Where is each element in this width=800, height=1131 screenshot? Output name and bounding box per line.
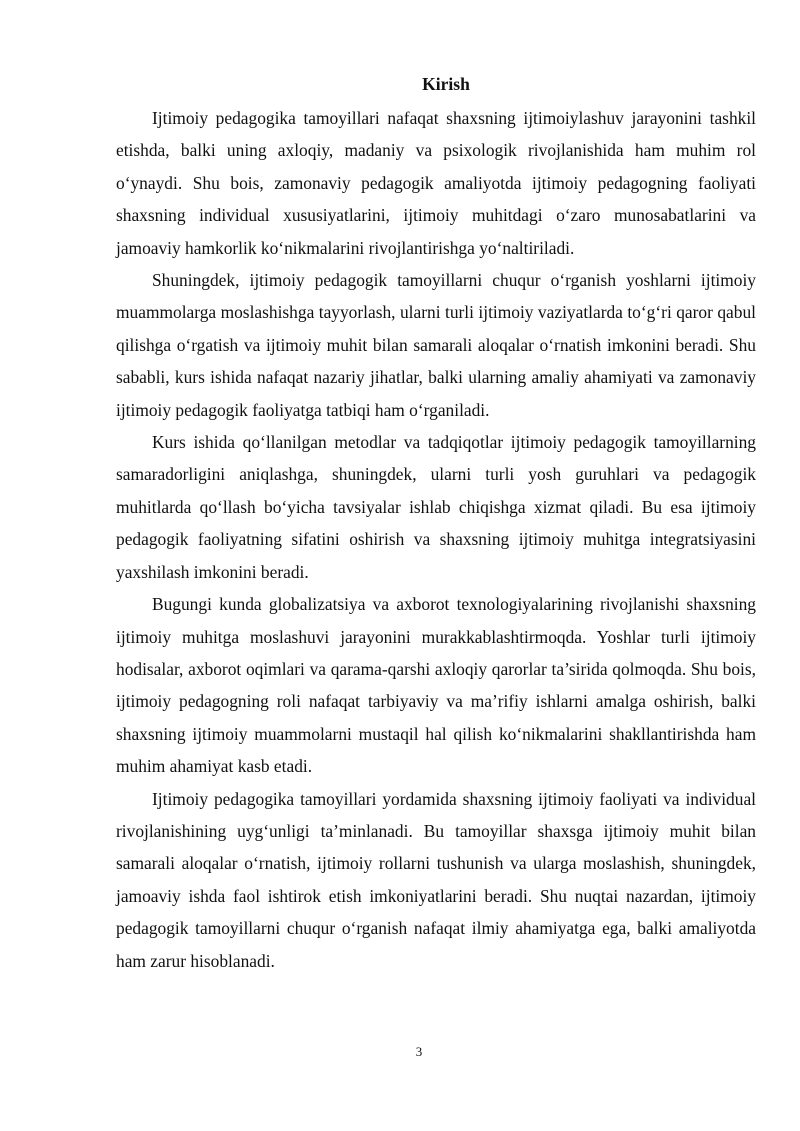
section-title: Kirish <box>422 74 470 94</box>
page-number: 3 <box>415 1044 423 1059</box>
paragraph-5: Ijtimoiy pedagogika tamoyillari yordamida shaxsning ijtimoiy faoliyati va individual rivojlanishining uyg‘unligi ta’minlanadi. Bu tamoyillar shaxsga ijtimoiy muhit bilan samarali aloqalar o‘rnatish, ijtimoiy rollarni tushunish va ularga moslashish, shuningdek, jamoaviy ishda faol ishtirok etish imkoniyatlarini beradi. Shu nuqtai nazardan, ijtimoiy pedagogik tamoyillarni chuqur o‘rganish nafaqat ilmiy ahamiyatga ega, balki amaliyotda ham zarur hisoblanadi. <box>116 788 756 971</box>
paragraph-2: Shuningdek, ijtimoiy pedagogik tamoyillarni chuqur o‘rganish yoshlarni ijtimoiy muammolarga moslashishga tayyorlash, ularni turli ijtimoiy vaziyatlarda to‘g‘ri qaror qabul qilishga o‘rgatish va ijtimoiy muhit bilan samarali aloqalar o‘rnatish imkonini beradi. Shu sababli, kurs ishida nafaqat nazariy jihatlar, balki ularning amaliy ahamiyati va zamonaviy ijtimoiy pedagogik faoliyatga tatbiqi ham o‘rganiladi. <box>116 270 756 420</box>
paragraph-4: Bugungi kunda globalizatsiya va axborot texnologiyalarining rivojlanishi shaxsning ijtimoiy muhitga moslashuvi jarayonini murakkablashtirmoqda. Yoshlar turli ijtimoiy hodisalar, axborot oqimlari va qarama-qarshi axloqiy qarorlar ta’sirida qolmoqda. Shu bois, ijtimoiy pedagogning roli nafaqat tarbiyaviy va ma’rifiy ishlarni amalga oshirish, balki shaxsning ijtimoiy muammolarni mustaqil hal qilish ko‘nikmalarini shakllantirishda ham muhim ahamiyat kasb etadi. <box>116 594 756 777</box>
document-page <box>116 72 756 977</box>
paragraph-3: Kurs ishida qo‘llanilgan metodlar va tadqiqotlar ijtimoiy pedagogik tamoyillarning samaradorligini aniqlashga, shuningdek, ularni turli yosh guruhlari va pedagogik muhitlarda qo‘llash bo‘yicha tavsiyalar ishlab chiqishga xizmat qiladi. Bu esa ijtimoiy pedagogik faoliyatning sifatini oshirish va shaxsning ijtimoiy muhitga integratsiyasini yaxshilash imkonini beradi. <box>116 432 756 582</box>
paragraph-1: Ijtimoiy pedagogika tamoyillari nafaqat shaxsning ijtimoiylashuv jarayonini tashkil etishda, balki uning axloqiy, madaniy va psixologik rivojlanishida ham muhim rol o‘ynaydi. Shu bois, zamonaviy pedagogik amaliyotda ijtimoiy pedagogning faoliyati shaxsning individual xususiyatlarini, ijtimoiy muhitdagi o‘zaro munosabatlarini va jamoaviy hamkorlik ko‘nikmalarini rivojlantirishga yo‘naltiriladi. <box>116 108 756 258</box>
